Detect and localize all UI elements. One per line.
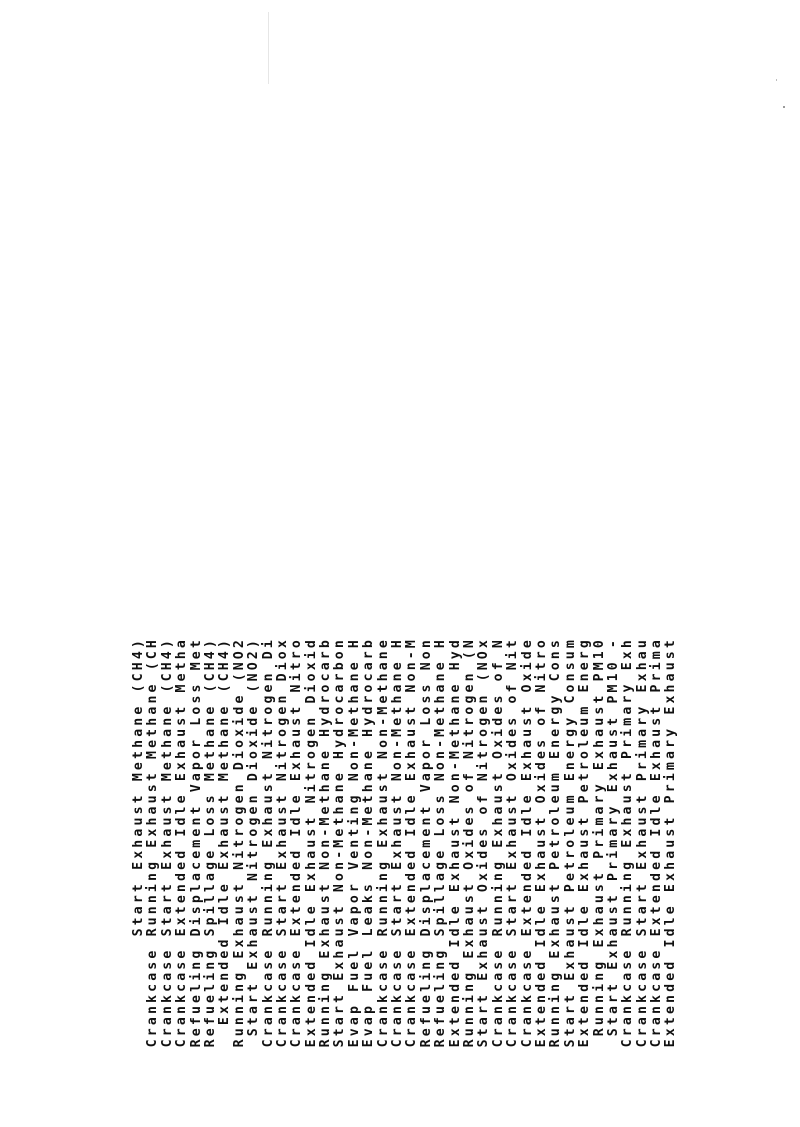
- text-line: Running Exhaust Petroleum Energy Cons: [548, 637, 564, 1048]
- text-line: Start Exhaust Methane (CH4): [131, 637, 146, 937]
- text-line: Running Exhaust Non-Methane Hydrocarb: [318, 637, 334, 1048]
- text-line: Crankcase Running Exhaust Methane (CH: [145, 637, 161, 1048]
- text-line: Extended Idle Exhaust Primary Exhaust: [663, 637, 679, 1048]
- text-line: Start Exhaust Non-Methane Hydrocarbon: [332, 637, 348, 1048]
- text-line: Start Exhaust Nitrogen Dioxide (NO2): [246, 637, 262, 1037]
- text-line: Crankcase Running Exhaust Oxides of N: [490, 637, 506, 1048]
- text-line: Crankcase Extended Idle Exhaust Metha: [174, 637, 190, 1048]
- text-line: Evap Fuel Leaks Non-Methane Hydrocarb: [361, 637, 377, 1048]
- text-line: Crankcase Start Exhaust Oxides of Nit: [505, 637, 521, 1048]
- text-line: Refueling Displacement Vapor Loss Met: [188, 637, 204, 1048]
- text-line: Crankcase Running Exhaust Non-Methane: [375, 637, 391, 1048]
- text-line: Running Exhaust Nitrogen Dioxide (NO2: [231, 637, 247, 1048]
- text-line: Extended Idle Exhaust Methane (CH4): [217, 637, 233, 1026]
- text-line: Start Exhaust Oxides of Nitrogen (NOx: [476, 637, 492, 1048]
- text-line: Refueling Displacement Vapor Loss Non: [418, 637, 434, 1048]
- text-line: Crankcase Running Exhaust Primary Exh: [620, 637, 636, 1048]
- text-line: Crankcase Extended Idle Exhaust Nitro: [289, 637, 305, 1048]
- text-line: Extended Idle Exhaust Petroleum Energ: [577, 637, 593, 1048]
- text-line: Running Exhaust Oxides of Nitrogen (N: [461, 637, 477, 1048]
- text-line: Refueling Spillage Loss Non-Methane H: [433, 637, 449, 1048]
- text-line: Crankcase Extended Idle Exhaust Non-M: [404, 637, 420, 1048]
- text-line: Extended Idle Exhaust Non-Methane Hyd: [447, 637, 463, 1048]
- text-line: Crankcase Running Exhaust Nitrogen Di: [260, 637, 276, 1048]
- text-line: Extended Idle Exhaust Oxides of Nitro: [533, 637, 549, 1048]
- text-line: Start Exhaust Primary Exhaust PM10 -: [605, 637, 621, 1037]
- text-line: Crankcase Start Exhaust Nitrogen Diox: [274, 637, 290, 1048]
- text-line: Refueling Spillage Loss Methane (CH4): [202, 637, 218, 1048]
- pollutant-process-list: [132, 637, 679, 1127]
- rotated-text-block: [132, 637, 692, 1127]
- scan-artifact-dot: [776, 79, 777, 81]
- text-line: Crankcase Start Exhaust Non-Methane H: [390, 637, 406, 1048]
- text-line: Crankcase Extended Idle Exhaust Prima: [649, 637, 665, 1048]
- scan-artifact-dot: [783, 106, 785, 108]
- text-line: Extended Idle Exhaust Nitrogen Dioxid: [303, 637, 319, 1048]
- text-line: Running Exhaust Primary Exhaust PM10: [591, 637, 607, 1037]
- text-line: Start Exhaust Petroleum Energy Consum: [562, 637, 578, 1048]
- text-line: Crankcase Extended Idle Exhaust Oxide: [519, 637, 535, 1048]
- text-line: Evap Fuel Vapor Venting Non-Methane H: [346, 637, 362, 1048]
- text-line: Crankcase Start Exhaust Primary Exhau: [634, 637, 650, 1048]
- text-line: Crankcase Start Exhaust Methane (CH4): [159, 637, 175, 1048]
- scan-artifact-line: [268, 12, 269, 84]
